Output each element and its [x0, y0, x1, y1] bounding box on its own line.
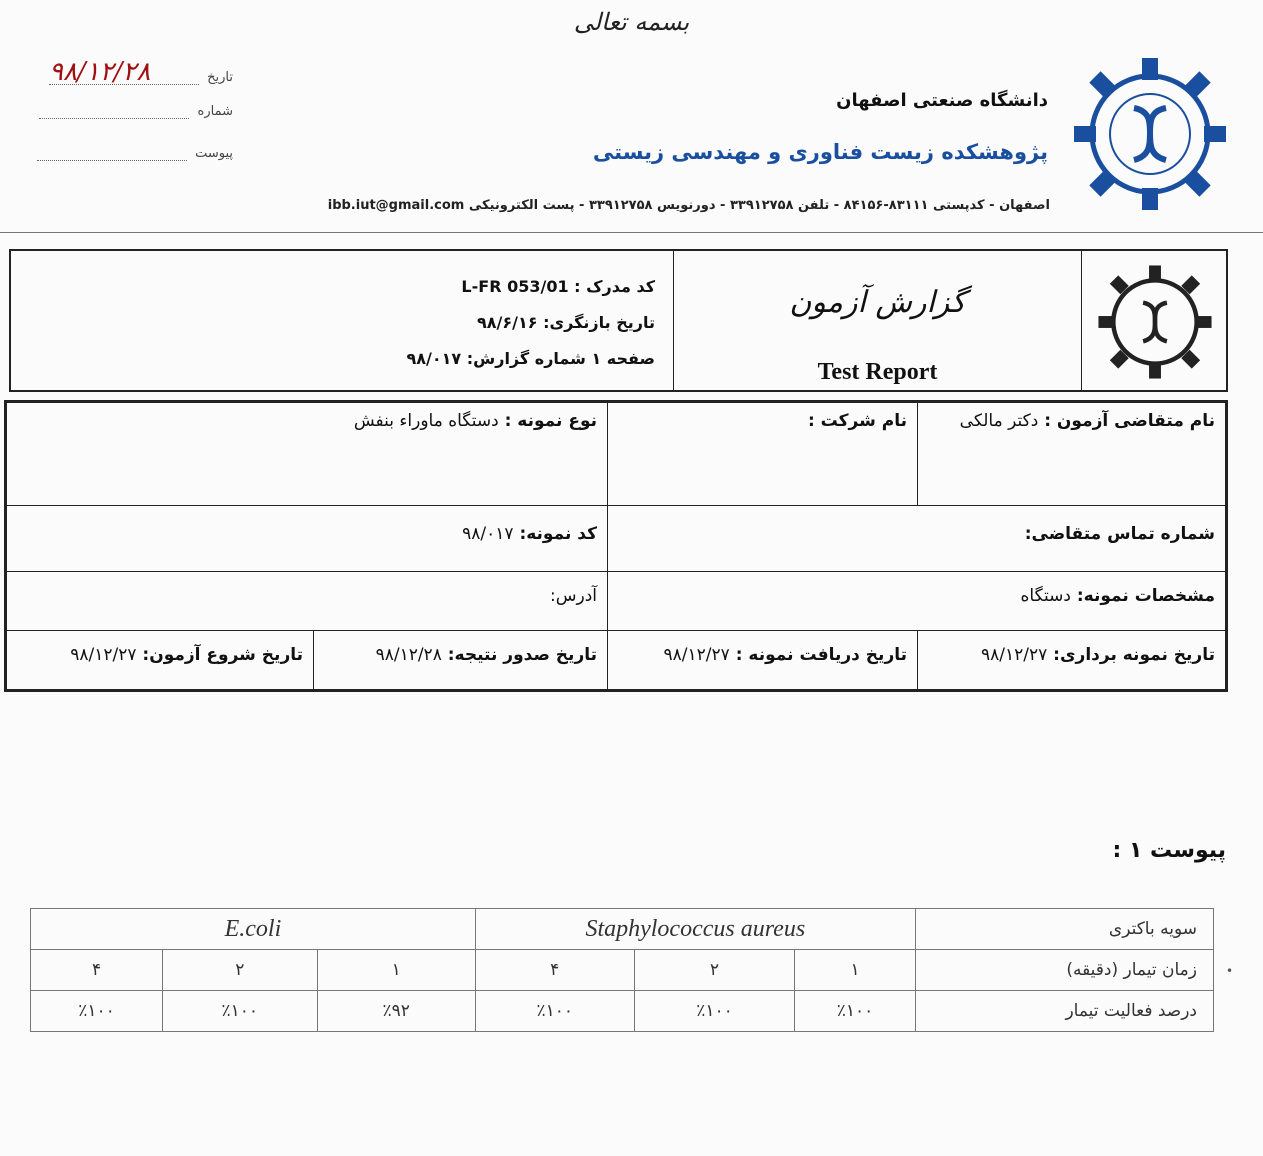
activity-cell: ٪۱۰۰	[795, 991, 915, 1032]
result-date-cell	[313, 630, 608, 690]
activity-cell: ٪۹۲	[317, 991, 475, 1032]
result-date-label: تاریخ صدور نتیجه:	[447, 645, 597, 665]
number-row	[18, 104, 233, 119]
sampling-date-value: ۹۸/۱۲/۲۷	[980, 645, 1048, 665]
document-info	[11, 251, 673, 390]
attachment-label: پیوست	[195, 146, 233, 161]
sample-code-cell	[6, 505, 608, 572]
page-and-report-number: صفحه ۱ شماره گزارش: ۹۸/۰۱۷	[406, 349, 655, 368]
report-title-en: Test Report	[817, 359, 938, 385]
applicant-value: دکتر مالکی	[959, 411, 1039, 431]
sample-type-label: نوع نمونه :	[504, 411, 597, 431]
activity-cell: ٪۱۰۰	[163, 991, 318, 1032]
row-label-activity: درصد فعالیت تیمار	[915, 991, 1213, 1032]
table-row	[31, 991, 1214, 1032]
applicant-label: نام متقاضی آزمون :	[1044, 411, 1215, 431]
date-value: ۹۸/۱۲/۲۸	[48, 57, 151, 87]
sample-type-cell	[6, 402, 608, 506]
attachment-row	[18, 146, 233, 161]
company-cell	[607, 402, 918, 506]
date-label: تاریخ	[207, 70, 233, 85]
doc-code: کد مدرک : L-FR 053/01	[461, 277, 655, 296]
appendix-title: پیوست ۱ :	[1112, 838, 1226, 863]
activity-cell: ٪۱۰۰	[475, 991, 634, 1032]
activity-cell: ٪۱۰۰	[31, 991, 163, 1032]
table-row	[31, 950, 1214, 991]
margin-dot: •	[1226, 964, 1234, 978]
report-header-box	[9, 249, 1228, 392]
sampling-date-label: تاریخ نمونه برداری:	[1053, 645, 1215, 665]
university-logo-icon	[1068, 52, 1232, 216]
receipt-date-value: ۹۸/۱۲/۲۷	[663, 645, 730, 665]
table-row	[31, 909, 1214, 950]
time-cell: ۴	[31, 950, 163, 991]
start-date-value: ۹۸/۱۲/۲۷	[70, 645, 137, 665]
result-date-value: ۹۸/۱۲/۲۸	[375, 645, 442, 665]
bacteria-staph: Staphylococcus aureus	[475, 909, 915, 950]
start-date-label: تاریخ شروع آزمون:	[142, 645, 303, 665]
row-label-strain: سویه باکتری	[915, 909, 1213, 950]
revision-date: تاریخ بازنگری: ۹۸/۶/۱۶	[477, 313, 655, 332]
sample-code-label: کد نمونه:	[519, 524, 597, 544]
results-table	[30, 908, 1214, 1032]
number-label: شماره	[197, 104, 233, 119]
spec-cell	[607, 571, 1226, 631]
time-cell: ۱	[795, 950, 915, 991]
address-label: آدرس:	[550, 586, 597, 606]
bismillah-heading: بسمه تعالی	[573, 8, 690, 36]
row-label-time: زمان تیمار (دقیقه)	[915, 950, 1213, 991]
company-label: نام شرکت :	[807, 411, 907, 431]
sampling-date-cell	[917, 630, 1226, 690]
activity-cell: ٪۱۰۰	[634, 991, 795, 1032]
bacteria-ecoli: E.coli	[31, 909, 476, 950]
report-logo-icon	[1094, 261, 1216, 383]
contact-line: اصفهان - کدپستی ۸۳۱۱۱-۸۴۱۵۶ - تلفن ۳۳۹۱۲۷۵۸ - دورنویس ۳۳۹۱۲۷۵۸ - پست الکترونیکی ibb.iut@gmail.com	[327, 198, 1050, 213]
sample-info-table	[4, 400, 1228, 692]
spec-label: مشخصات نمونه:	[1076, 586, 1215, 606]
receipt-date-cell	[607, 630, 918, 690]
date-row	[18, 57, 233, 87]
sample-code-value: ۹۸/۰۱۷	[462, 524, 514, 544]
time-cell: ۲	[634, 950, 795, 991]
report-title-cell	[673, 251, 1081, 390]
time-cell: ۲	[163, 950, 318, 991]
receipt-date-label: تاریخ دریافت نمونه :	[735, 645, 907, 665]
contact-label: شماره تماس متقاضی:	[1024, 524, 1215, 544]
time-cell: ۴	[475, 950, 634, 991]
header-divider	[0, 232, 1263, 233]
contact-cell	[607, 505, 1226, 572]
university-name: دانشگاه صنعتی اصفهان	[836, 90, 1048, 111]
applicant-cell	[917, 402, 1226, 506]
start-date-cell	[6, 630, 314, 690]
report-logo-cell	[1081, 251, 1228, 390]
time-cell: ۱	[317, 950, 475, 991]
report-title-fa: گزارش آزمون	[789, 285, 966, 320]
sample-type-value: دستگاه ماوراء بنفش	[353, 411, 499, 431]
spec-value: دستگاه	[1020, 586, 1071, 606]
institute-name: پژوهشکده زیست فناوری و مهندسی زیستی	[592, 140, 1048, 164]
address-cell	[6, 571, 608, 631]
